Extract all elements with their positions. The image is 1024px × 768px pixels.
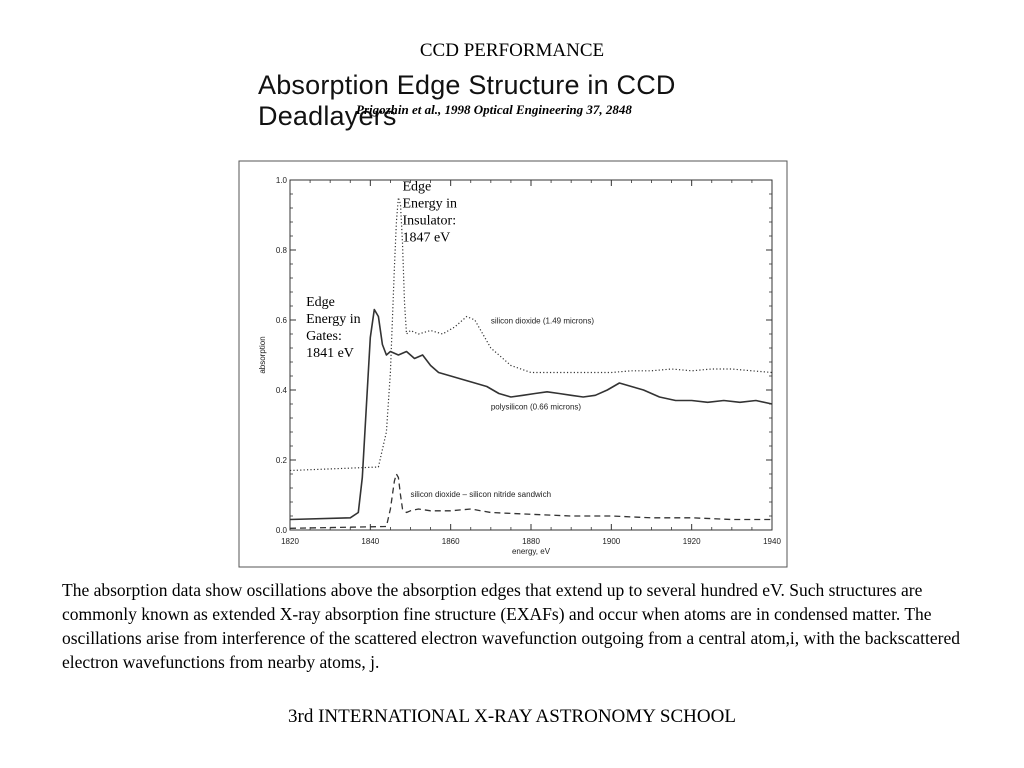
x-axis-label: energy, eV bbox=[511, 547, 551, 556]
y-tick-label: 0.0 bbox=[275, 526, 287, 535]
x-tick-label: 1940 bbox=[763, 537, 781, 546]
x-tick-label: 1820 bbox=[281, 537, 299, 546]
y-tick-label: 0.4 bbox=[275, 386, 287, 395]
annotation-line: Insulator: bbox=[402, 213, 457, 229]
x-tick-label: 1860 bbox=[441, 537, 460, 546]
x-tick-label: 1840 bbox=[361, 537, 380, 546]
figure-title: Absorption Edge Structure in CCD Deadlayers bbox=[258, 70, 676, 131]
y-tick-label: 0.8 bbox=[275, 246, 287, 255]
absorption-chart bbox=[238, 160, 788, 570]
footer-text: 3rd INTERNATIONAL X-RAY ASTRONOMY SCHOOL bbox=[288, 706, 736, 727]
series-label: silicon dioxide (1.49 microns) bbox=[490, 316, 594, 326]
annotation-line: Energy in bbox=[402, 196, 458, 212]
x-tick-label: 1920 bbox=[682, 537, 701, 546]
y-tick-label: 0.6 bbox=[275, 316, 287, 325]
figure-citation: Prigozhin et al., 1998 Optical Engineering 37, 2848 bbox=[356, 102, 632, 117]
annotation-line: Gates: bbox=[306, 329, 342, 344]
y-tick-label: 0.2 bbox=[275, 456, 287, 465]
x-tick-label: 1880 bbox=[522, 537, 540, 546]
y-axis-label: absorption bbox=[258, 336, 267, 374]
annotation-line: Edge bbox=[402, 179, 432, 195]
body-paragraph: The absorption data show oscillations above the absorption edges that extend up to several hundred eV. Such structures are commonly known as extended X-ray absorption fine structure (EXAFs) and occur when atoms are in condensed matter. The oscillations arise from interference of the scattered electron wavefunction outgoing from a central atom,i, with the backscattered electron wavefunctions from nearby atoms, j. bbox=[62, 580, 960, 672]
annotation-line: 1847 eV bbox=[402, 230, 451, 246]
series-label: silicon dioxide – silicon nitride sandwich bbox=[410, 489, 552, 499]
y-tick-label: 1.0 bbox=[275, 176, 287, 185]
annotation-line: Edge bbox=[306, 295, 335, 310]
annotation-line: Energy in bbox=[306, 312, 361, 327]
x-tick-label: 1900 bbox=[602, 537, 621, 546]
annotation-line: 1841 eV bbox=[306, 346, 354, 361]
series-label: polysilicon (0.66 microns) bbox=[490, 402, 582, 412]
figure-frame bbox=[239, 161, 787, 567]
slide-title: CCD PERFORMANCE bbox=[419, 40, 605, 61]
